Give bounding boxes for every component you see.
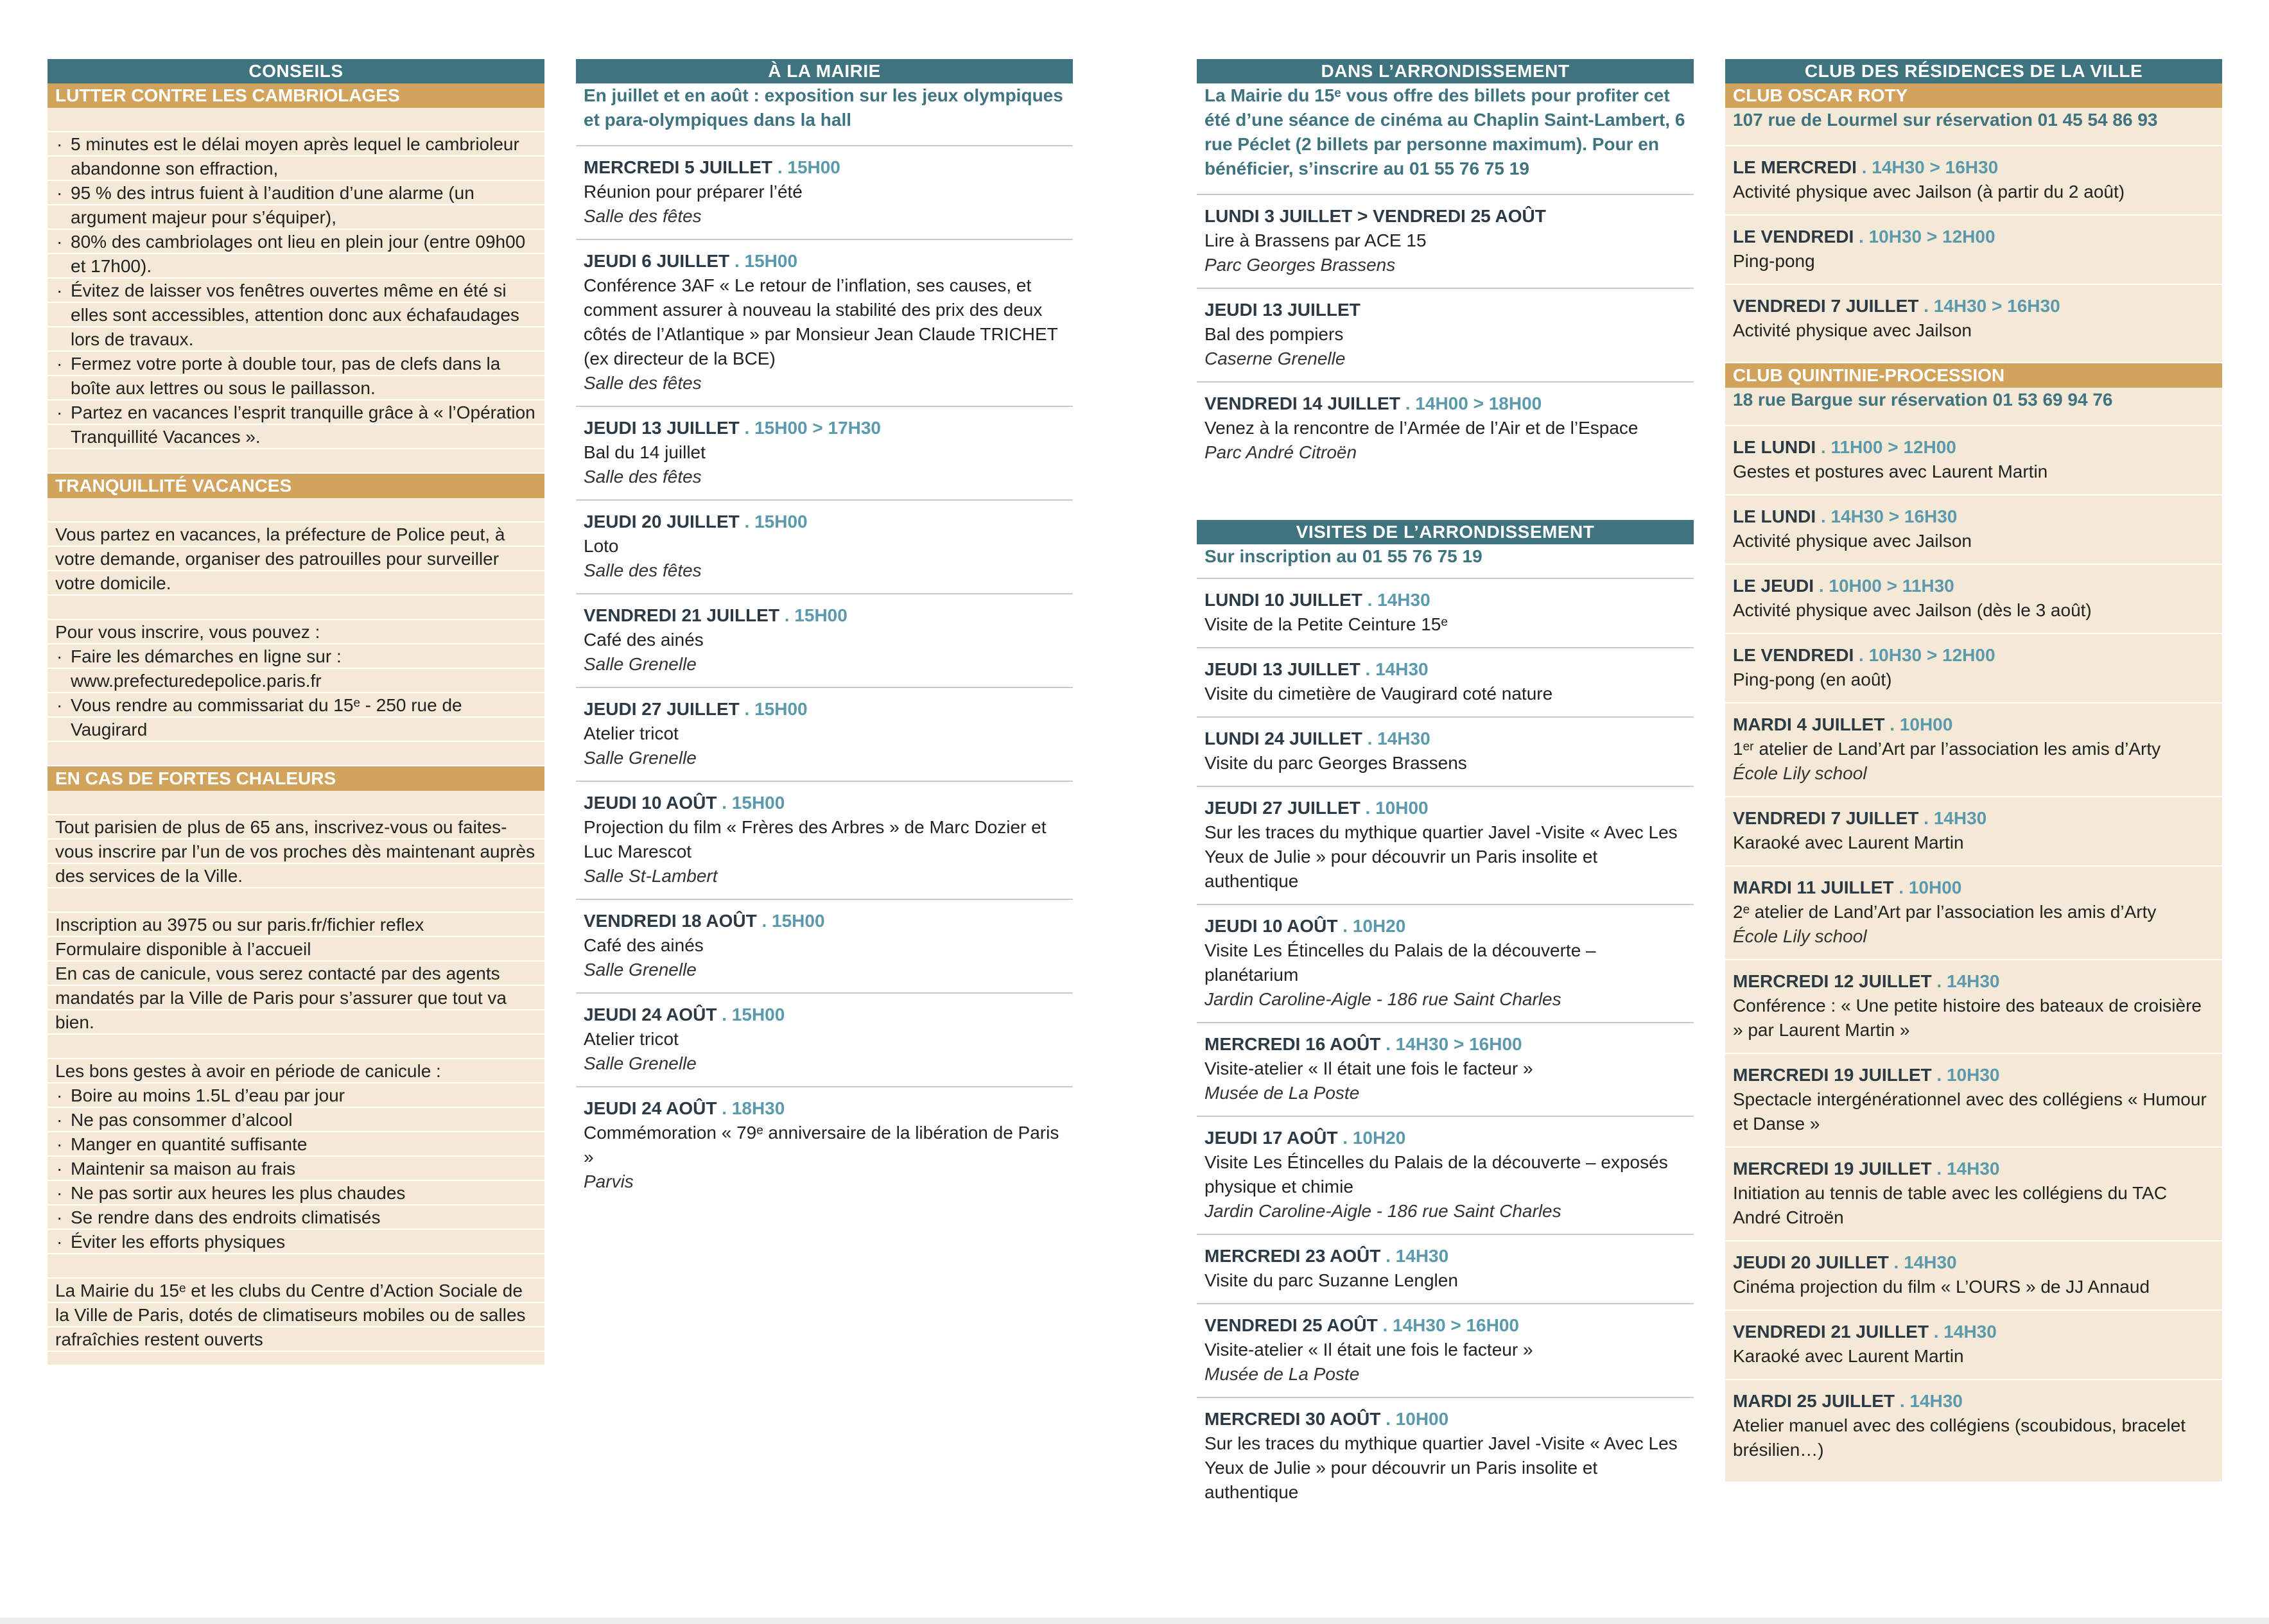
tranquillite-text: Vous partez en vacances, la préfecture de Police peut, à votre demande, organiser des patrouilles pour surveiller votre domicile. (55, 524, 505, 593)
event-date: JEUDI 13 JUILLET (584, 418, 740, 438)
event-time: . 14H30 (1367, 729, 1430, 748)
event-item (1197, 383, 1694, 475)
arrondissement-events (1197, 195, 1694, 475)
event-date-line (1733, 1157, 2214, 1181)
mairie-intro: En juillet et en août : exposition sur les jeux olympiques et para-olympiques dans la hall (576, 83, 1073, 146)
event-item (1197, 1117, 1694, 1235)
event-item (1725, 1054, 2222, 1148)
chaleurs-canicule: En cas de canicule, vous serez contacté par des agents mandatés par la Ville de Paris pour s’assurer que tout va bien. (55, 963, 507, 1032)
event-time: . 15H00 (777, 157, 840, 177)
event-time: . 11H00 > 12H00 (1820, 437, 1956, 457)
event-date: JEUDI 20 JUILLET (1733, 1252, 1889, 1272)
visites-intro: Sur inscription au 01 55 76 75 19 (1197, 544, 1694, 579)
event-item (1725, 216, 2222, 285)
event-time: . 14H30 > 16H00 (1382, 1315, 1519, 1335)
list-item: · 5 minutes est le délai moyen après lequel le cambrioleur abandonne son effraction, (55, 132, 537, 181)
event-description: Initiation au tennis de table avec les collégiens du TAC André Citroën (1733, 1183, 2168, 1227)
event-date-line (1204, 1032, 1686, 1057)
event-date-line (1204, 298, 1686, 322)
event-date: JEUDI 27 JUILLET (1204, 798, 1361, 818)
list-item: · Fermez votre porte à double tour, pas de clefs dans la boîte aux lettres ou sous le paillasson. (55, 352, 537, 401)
bottom-divider (0, 1618, 2269, 1624)
event-description: Visite de la Petite Ceinture 15ᵉ (1204, 614, 1448, 634)
event-time: . 15H00 (744, 512, 808, 531)
event-date: LUNDI 24 JUILLET (1204, 729, 1362, 748)
event-item (1197, 1235, 1694, 1304)
event-date: JEUDI 27 JUILLET (584, 699, 740, 719)
event-description: Conférence 3AF « Le retour de l’inflation, ses causes, et comment assurer à nouveau la stabilité des prix des deux côtés de l’Atlantique » par Monsieur Jean Claude TRICHET (ex directeur de la BCE) (584, 275, 1058, 368)
event-description: Activité physique avec Jailson (dès le 3 août) (1733, 600, 2092, 620)
event-location: École Lily school (1733, 926, 1867, 946)
event-time: . 14H30 > 16H00 (1386, 1034, 1522, 1054)
event-item (576, 594, 1073, 688)
list-item: · Ne pas consommer d’alcool (55, 1108, 537, 1132)
conseils-column (48, 59, 544, 1365)
event-description: Commémoration « 79ᵉ anniversaire de la libération de Paris » (584, 1123, 1059, 1167)
arrondissement-column (1197, 59, 1694, 1515)
event-time: . 14H30 (1936, 1159, 2000, 1179)
event-time: . 14H30 (1899, 1391, 1963, 1411)
event-date: MERCREDI 30 AOÛT (1204, 1409, 1381, 1429)
event-date-line (1733, 1389, 2214, 1413)
event-description: Sur les traces du mythique quartier Javel -Visite « Avec Les Yeux de Julie » pour découvrir un Paris insolite et authentique (1204, 822, 1678, 891)
event-location: Parvis (584, 1171, 634, 1191)
tranquillite-title: TRANQUILLITÉ VACANCES (48, 474, 544, 498)
event-location: Salle des fêtes (584, 206, 702, 226)
event-date: VENDREDI 21 JUILLET (584, 605, 779, 625)
event-date: JEUDI 13 JUILLET (1204, 659, 1361, 679)
chaleurs-list (55, 1084, 537, 1254)
event-location: Salle des fêtes (584, 467, 702, 487)
event-date: MARDI 11 JUILLET (1733, 877, 1894, 897)
clubs-column (1725, 59, 2222, 1483)
event-time: . 15H00 (734, 251, 798, 271)
event-description: Réunion pour préparer l’été (584, 182, 803, 202)
event-description: 1ᵉʳ atelier de Land’Art par l’association les amis d’Arty (1733, 739, 2161, 759)
event-location: Salle Grenelle (584, 654, 697, 674)
event-date-line (1204, 1407, 1686, 1431)
event-time: . 10H20 (1343, 916, 1406, 936)
event-date: LE LUNDI (1733, 437, 1816, 457)
event-date-line (1204, 204, 1686, 229)
event-location: Salle des fêtes (584, 373, 702, 393)
event-date-line (1733, 294, 2214, 318)
event-time: . 14H30 (1893, 1252, 1957, 1272)
event-item (576, 407, 1073, 501)
event-date-line (584, 249, 1065, 273)
event-description: Atelier tricot (584, 723, 679, 743)
event-item (576, 1087, 1073, 1204)
event-description: Sur les traces du mythique quartier Javel -Visite « Avec Les Yeux de Julie » pour découvrir un Paris insolite et authentique (1204, 1433, 1678, 1502)
event-date-line (1733, 505, 2214, 529)
event-description: Visite du cimetière de Vaugirard coté nature (1204, 684, 1553, 704)
event-time: . 10H30 > 12H00 (1859, 645, 1995, 665)
event-time: . 14H30 > 16H30 (1861, 157, 1999, 177)
list-item: · Boire au moins 1.5L d’eau par jour (55, 1084, 537, 1108)
event-date-line (1204, 1313, 1686, 1338)
event-description: Karaoké avec Laurent Martin (1733, 1346, 1964, 1366)
event-location: Musée de La Poste (1204, 1083, 1360, 1103)
event-item (1725, 496, 2222, 565)
mairie-events (576, 146, 1073, 1204)
event-location: Jardin Caroline-Aigle - 186 rue Saint Charles (1204, 989, 1561, 1009)
event-date-line (1733, 969, 2214, 994)
event-date: LE MERCREDI (1733, 157, 1857, 177)
event-time: . 14H30 (1365, 659, 1429, 679)
event-time: . 10H30 > 12H00 (1859, 227, 1995, 246)
event-date: MERCREDI 19 JUILLET (1733, 1065, 1932, 1085)
event-location: Salle Grenelle (584, 960, 697, 980)
list-item: · Faire les démarches en ligne sur : www.prefecturedepolice.paris.fr (55, 644, 537, 693)
chaleurs-text: Tout parisien de plus de 65 ans, inscrivez-vous ou faites-vous inscrire par l’un de vos proches dès maintenant auprès des services de la Ville. (55, 817, 535, 886)
event-item (576, 688, 1073, 782)
event-date-line (1733, 876, 2214, 900)
event-location: Salle Grenelle (584, 1053, 697, 1073)
event-date: VENDREDI 7 JUILLET (1733, 296, 1919, 316)
event-item (1725, 565, 2222, 634)
event-item (1197, 1304, 1694, 1398)
event-date: VENDREDI 18 AOÛT (584, 911, 757, 931)
tranquillite-panel (48, 498, 544, 766)
event-date: VENDREDI 7 JUILLET (1733, 808, 1919, 828)
event-item (1725, 146, 2222, 216)
visites-events (1197, 579, 1694, 1515)
chaleurs-inscription: Inscription au 3975 ou sur paris.fr/fichier reflex (55, 915, 424, 935)
list-item: · Maintenir sa maison au frais (55, 1157, 537, 1181)
tranquillite-list (55, 644, 537, 742)
chaleurs-formulaire: Formulaire disponible à l’accueil (55, 939, 311, 959)
event-time: . 10H20 (1343, 1128, 1406, 1148)
event-item (1725, 704, 2222, 797)
event-date-line (1733, 1250, 2214, 1275)
event-date: MERCREDI 23 AOÛT (1204, 1246, 1381, 1266)
event-location: Salle des fêtes (584, 560, 702, 580)
event-location: École Lily school (1733, 763, 1867, 783)
event-time: . 15H00 (722, 1005, 785, 1024)
event-date-line (584, 1096, 1065, 1121)
event-date: MERCREDI 5 JUILLET (584, 157, 773, 177)
chaleurs-mairie: La Mairie du 15ᵉ et les clubs du Centre d’Action Sociale de la Ville de Paris, dotés de climatiseurs mobiles ou de salles rafraîchies restent ouverts (55, 1281, 526, 1349)
mairie-column (576, 59, 1073, 1204)
event-description: Visite Les Étincelles du Palais de la découverte – exposés physique et chimie (1204, 1152, 1668, 1196)
event-date-line (584, 155, 1065, 180)
event-date: LE VENDREDI (1733, 645, 1854, 665)
event-date-line (584, 791, 1065, 815)
event-item (1725, 1311, 2222, 1380)
event-date: MERCREDI 16 AOÛT (1204, 1034, 1381, 1054)
event-description: Conférence : « Une petite histoire des bateaux de croisière » par Laurent Martin » (1733, 996, 2202, 1040)
oscar-events (1725, 146, 2222, 363)
event-time: . 14H30 (1924, 808, 1987, 828)
event-description: Lire à Brassens par ACE 15 (1204, 230, 1427, 250)
event-date: JEUDI 20 JUILLET (584, 512, 740, 531)
event-time: . 15H00 (722, 793, 785, 813)
event-date-line (1733, 574, 2214, 598)
event-description: Visite-atelier « Il était une fois le facteur » (1204, 1058, 1533, 1078)
event-time: . 14H30 (1936, 971, 2000, 991)
event-time: . 15H00 (761, 911, 825, 931)
conseils-header: CONSEILS (48, 59, 544, 83)
event-time: . 10H00 (1899, 877, 1962, 897)
event-time: . 10H00 > 11H30 (1818, 576, 1954, 596)
event-date-line (584, 1003, 1065, 1027)
list-item: · Évitez de laisser vos fenêtres ouvertes même en été si elles sont accessibles, attention donc aux échafaudages lors de travaux. (55, 279, 537, 352)
event-item (576, 501, 1073, 594)
event-time: . 15H00 (744, 699, 808, 719)
event-description: Bal des pompiers (1204, 324, 1344, 344)
event-date-line (1204, 914, 1686, 938)
event-item (1725, 285, 2222, 363)
event-date: JEUDI 17 AOÛT (1204, 1128, 1338, 1148)
event-date-line (1204, 588, 1686, 612)
mairie-header: À LA MAIRIE (576, 59, 1073, 83)
event-date: MARDI 25 JUILLET (1733, 1391, 1895, 1411)
chaleurs-title: EN CAS DE FORTES CHALEURS (48, 766, 544, 791)
event-date: LUNDI 10 JUILLET (1204, 590, 1362, 610)
event-time: . 14H00 > 18H00 (1405, 393, 1542, 413)
event-date: JEUDI 24 AOÛT (584, 1098, 717, 1118)
event-description: Atelier tricot (584, 1029, 679, 1049)
event-description: Activité physique avec Jailson (1733, 320, 1972, 340)
event-date-line (1733, 643, 2214, 668)
event-date-line (584, 510, 1065, 534)
event-item (576, 994, 1073, 1087)
event-time: . 15H00 > 17H30 (744, 418, 882, 438)
event-date: JEUDI 10 AOÛT (584, 793, 717, 813)
event-date: MERCREDI 12 JUILLET (1733, 971, 1932, 991)
event-date-line (1204, 392, 1686, 416)
event-date-line (1733, 225, 2214, 249)
event-item (1725, 1380, 2222, 1483)
event-item (1197, 289, 1694, 383)
event-description: Ping-pong (en août) (1733, 669, 1892, 689)
event-date: VENDREDI 21 JUILLET (1733, 1322, 1929, 1342)
quintinie-title: CLUB QUINTINIE-PROCESSION (1725, 363, 2222, 388)
event-date-line (584, 697, 1065, 721)
list-item: · Ne pas sortir aux heures les plus chaudes (55, 1181, 537, 1205)
event-date: MARDI 4 JUILLET (1733, 714, 1885, 734)
clubs-header: CLUB DES RÉSIDENCES DE LA VILLE (1725, 59, 2222, 83)
event-description: Atelier manuel avec des collégiens (scoubidous, bracelet brésilien…) (1733, 1415, 2186, 1460)
event-location: Parc Georges Brassens (1204, 255, 1396, 275)
chaleurs-gestes-title: Les bons gestes à avoir en période de canicule : (55, 1061, 441, 1081)
event-item (1197, 648, 1694, 718)
event-date: JEUDI 10 AOÛT (1204, 916, 1338, 936)
quintinie-events (1725, 426, 2222, 1483)
event-location: Parc André Citroën (1204, 442, 1357, 462)
event-item (576, 146, 1073, 240)
event-item (1197, 579, 1694, 648)
event-time: . 14H30 (1386, 1246, 1449, 1266)
event-location: Musée de La Poste (1204, 1364, 1360, 1384)
list-item: · Éviter les efforts physiques (55, 1230, 537, 1254)
list-item: · 80% des cambriolages ont lieu en plein jour (entre 09h00 et 17h00). (55, 230, 537, 279)
event-item (1197, 905, 1694, 1023)
list-item: · Partez en vacances l’esprit tranquille grâce à « l’Opération Tranquillité Vacances ». (55, 401, 537, 449)
event-description: 2ᵉ atelier de Land’Art par l’association les amis d’Arty (1733, 902, 2157, 922)
cambriolages-list (55, 132, 537, 449)
event-item (1197, 718, 1694, 787)
event-date-line (1204, 657, 1686, 682)
conseils-panel (48, 108, 544, 474)
event-date: JEUDI 24 AOÛT (584, 1005, 717, 1024)
event-location: Salle Grenelle (584, 748, 697, 768)
oscar-title: CLUB OSCAR ROTY (1725, 83, 2222, 108)
event-time: . 14H30 > 16H30 (1820, 506, 1958, 526)
chaleurs-panel (48, 791, 544, 1365)
event-item (1725, 426, 2222, 496)
event-time: . 15H00 (784, 605, 848, 625)
event-date-line (1204, 727, 1686, 751)
visites-header: VISITES DE L’ARRONDISSEMENT (1197, 520, 1694, 544)
event-location: Caserne Grenelle (1204, 349, 1346, 368)
event-date-line (1733, 713, 2214, 737)
event-description: Bal du 14 juillet (584, 442, 706, 462)
event-description: Café des ainés (584, 935, 704, 955)
event-item (576, 900, 1073, 994)
event-time: . 14H30 > 16H30 (1924, 296, 2060, 316)
event-date-line (584, 416, 1065, 440)
event-description: Visite-atelier « Il était une fois le facteur » (1204, 1340, 1533, 1360)
event-date: VENDREDI 14 JUILLET (1204, 393, 1400, 413)
event-date-line (1733, 806, 2214, 831)
event-item (1725, 1148, 2222, 1241)
event-description: Café des ainés (584, 630, 704, 650)
event-description: Activité physique avec Jailson (à partir du 2 août) (1733, 182, 2125, 202)
tranquillite-inscription: Pour vous inscrire, vous pouvez : (55, 622, 320, 642)
event-description: Spectacle intergénérationnel avec des collégiens « Humour et Danse » (1733, 1089, 2207, 1134)
event-date: JEUDI 6 JUILLET (584, 251, 730, 271)
event-location: Salle St-Lambert (584, 866, 718, 886)
event-description: Cinéma projection du film « L’OURS » de JJ Annaud (1733, 1277, 2150, 1297)
event-description: Visite Les Étincelles du Palais de la découverte – planétarium (1204, 940, 1596, 985)
event-time: . 10H00 (1386, 1409, 1449, 1429)
event-location: Jardin Caroline-Aigle - 186 rue Saint Charles (1204, 1201, 1561, 1221)
event-date-line (584, 603, 1065, 628)
arrondissement-intro: La Mairie du 15ᵉ vous offre des billets pour profiter cet été d’une séance de cinéma au Chaplin Saint-Lambert, 6 rue Péclet (2 billets par personne maximum). Pour en bénéficier, s’inscrire au 01 55 76 75 19 (1197, 83, 1694, 195)
event-date-line (584, 909, 1065, 933)
event-item (576, 240, 1073, 407)
oscar-address: 107 rue de Lourmel sur réservation 01 45 54 86 93 (1725, 108, 2222, 146)
event-date: JEUDI 13 JUILLET (1204, 300, 1361, 320)
event-date-line (1204, 796, 1686, 820)
arrondissement-header: DANS L’ARRONDISSEMENT (1197, 59, 1694, 83)
event-time: . 14H30 (1367, 590, 1430, 610)
event-date-line (1733, 1320, 2214, 1344)
event-date: LE VENDREDI (1733, 227, 1854, 246)
event-item (1725, 960, 2222, 1054)
event-description: Projection du film « Frères des Arbres » de Marc Dozier et Luc Marescot (584, 817, 1047, 861)
event-time: . 18H30 (722, 1098, 785, 1118)
event-date: VENDREDI 25 AOÛT (1204, 1315, 1378, 1335)
event-time: . 10H00 (1890, 714, 1953, 734)
event-date: LUNDI 3 JUILLET > VENDREDI 25 AOÛT (1204, 206, 1546, 226)
event-description: Visite du parc Suzanne Lenglen (1204, 1270, 1458, 1290)
event-item (1725, 867, 2222, 960)
event-date-line (1204, 1126, 1686, 1150)
event-description: Venez à la rencontre de l’Armée de l’Air et de l’Espace (1204, 418, 1639, 438)
event-description: Loto (584, 536, 619, 556)
event-date: MERCREDI 19 JUILLET (1733, 1159, 1932, 1179)
list-item: · Se rendre dans des endroits climatisés (55, 1205, 537, 1230)
event-description: Gestes et postures avec Laurent Martin (1733, 462, 2048, 481)
event-description: Visite du parc Georges Brassens (1204, 753, 1467, 773)
event-date-line (1204, 1244, 1686, 1268)
event-item (1197, 195, 1694, 289)
event-description: Karaoké avec Laurent Martin (1733, 833, 1964, 852)
event-item (1725, 634, 2222, 704)
event-item (1197, 1398, 1694, 1515)
event-date: LE JEUDI (1733, 576, 1814, 596)
event-time: . 10H30 (1936, 1065, 2000, 1085)
event-date-line (1733, 1063, 2214, 1087)
event-date: LE LUNDI (1733, 506, 1816, 526)
list-item: · Vous rendre au commissariat du 15ᵉ - 250 rue de Vaugirard (55, 693, 537, 742)
event-description: Activité physique avec Jailson (1733, 531, 1972, 551)
event-item (1725, 797, 2222, 867)
event-date-line (1733, 435, 2214, 460)
list-item: · Manger en quantité suffisante (55, 1132, 537, 1157)
event-item (576, 782, 1073, 900)
list-item: · 95 % des intrus fuient à l’audition d’une alarme (un argument majeur pour s’équiper), (55, 181, 537, 230)
event-description: Ping-pong (1733, 251, 1815, 271)
quintinie-address: 18 rue Bargue sur réservation 01 53 69 94 76 (1725, 388, 2222, 426)
event-item (1197, 787, 1694, 905)
event-time: . 14H30 (1933, 1322, 1997, 1342)
cambriolages-title: LUTTER CONTRE LES CAMBRIOLAGES (48, 83, 544, 108)
event-date-line (1733, 155, 2214, 180)
event-item (1725, 1241, 2222, 1311)
event-time: . 10H00 (1365, 798, 1429, 818)
event-item (1197, 1023, 1694, 1117)
